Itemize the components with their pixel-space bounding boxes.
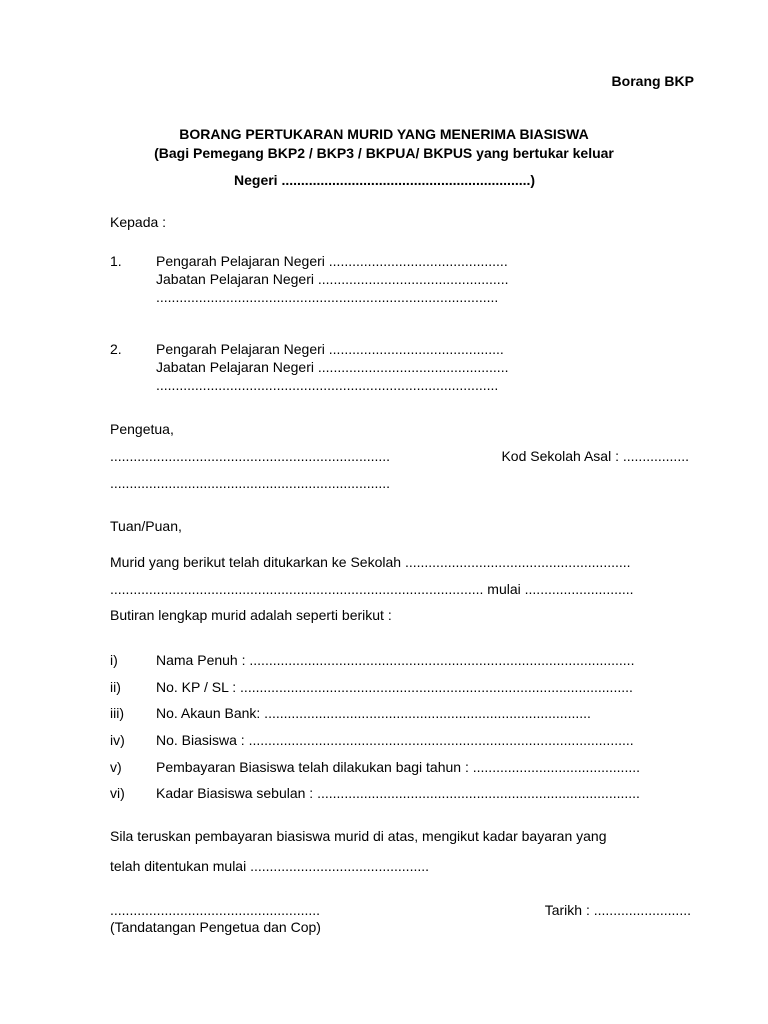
page-subtitle: (Bagi Pemegang BKP2 / BKP3 / BKPUA/ BKPUS yang bertukar keluar (154, 145, 614, 161)
recipient-1-number: 1. (110, 253, 122, 269)
recipient-1-jabatan: Jabatan Pelajaran Negeri ................................................. (156, 271, 509, 287)
body-line-2: ................................................................................................ mulai ............................ (110, 581, 634, 597)
pengetua-school-line: ........................................................................ (110, 475, 391, 491)
recipient-2-address: ........................................................................................ (156, 377, 499, 393)
recipient-2-jabatan: Jabatan Pelajaran Negeri ................................................. (156, 359, 509, 375)
detail-kadar-biasiswa: Kadar Biasiswa sebulan : ................................................................................... (156, 785, 640, 801)
detail-pembayaran-tahun: Pembayaran Biasiswa telah dilakukan bagi tahun : ........................................... (156, 759, 641, 775)
detail-number: vi) (110, 785, 125, 801)
recipient-2-pengarah: Pengarah Pelajaran Negeri ............................................. (156, 341, 504, 357)
kepada-label: Kepada : (110, 214, 167, 230)
recipient-1-address: ........................................................................................ (156, 289, 499, 305)
pengetua-name-line: ........................................................................ (110, 448, 391, 464)
kod-sekolah-asal: Kod Sekolah Asal : ................. (501, 448, 689, 464)
detail-number: ii) (110, 679, 121, 695)
detail-number: v) (110, 759, 122, 775)
form-code: Borang BKP (611, 73, 694, 89)
page-title: BORANG PERTUKARAN MURID YANG MENERIMA BIASISWA (179, 126, 589, 142)
detail-number: iv) (110, 732, 125, 748)
recipient-2-number: 2. (110, 341, 122, 357)
detail-no-biasiswa: No. Biasiswa : ................................................................................................... (156, 732, 634, 748)
signature-line: ...................................................... (110, 902, 321, 918)
detail-number: iii) (110, 705, 124, 721)
body-line-1: Murid yang berikut telah ditukarkan ke Sekolah .......................................................... (110, 554, 631, 570)
tarikh-field: Tarikh : ......................... (544, 902, 691, 918)
recipient-1-pengarah: Pengarah Pelajaran Negeri .............................................. (156, 253, 508, 269)
closing-line-2: telah ditentukan mulai .............................................. (110, 858, 430, 874)
closing-line-1: Sila teruskan pembayaran biasiswa murid di atas, mengikut kadar bayaran yang (110, 828, 607, 844)
detail-nama-penuh: Nama Penuh : ................................................................................................... (156, 652, 635, 668)
page-subtitle-negeri: Negeri ................................................................) (234, 172, 536, 188)
salutation: Tuan/Puan, (110, 518, 182, 534)
detail-no-akaun-bank: No. Akaun Bank: .................................................................................... (156, 705, 591, 721)
detail-number: i) (110, 652, 118, 668)
pengetua-label: Pengetua, (110, 421, 174, 437)
detail-no-kp: No. KP / SL : ..................................................................................................... (156, 679, 633, 695)
body-line-3: Butiran lengkap murid adalah seperti berikut : (110, 607, 392, 623)
signature-caption: (Tandatangan Pengetua dan Cop) (110, 919, 321, 935)
